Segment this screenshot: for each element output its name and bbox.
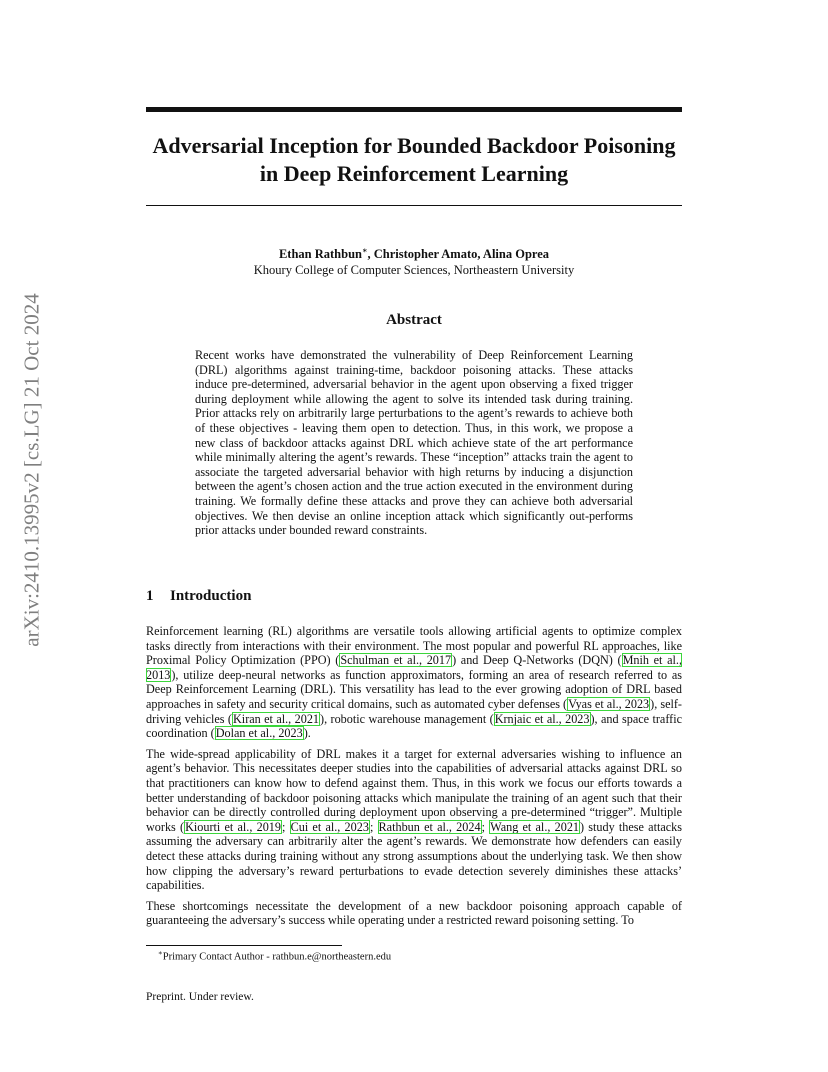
paragraph-3: These shortcomings necessitate the development of a new backdoor poisoning approach capable of guaranteeing the adversary’s success while operating under a restricted reward poisoning setting. To [146, 898, 682, 928]
text-run: ), self-driving vehicles ( [146, 696, 682, 726]
footnote-mark: ∗ [158, 949, 163, 957]
introduction-body [146, 624, 682, 934]
title-bottom-rule [146, 205, 682, 206]
text-run: ; [481, 819, 490, 834]
text-run: ), and space traffic coordination ( [146, 711, 683, 741]
citation-link[interactable]: Krnjaic et al., 2023 [494, 711, 590, 726]
footnote [158, 949, 391, 963]
affiliation: Khoury College of Computer Sciences, Northeastern University [253, 263, 575, 278]
text-run: ; [369, 819, 378, 834]
citation-link[interactable]: Cui et al., 2023 [290, 819, 369, 834]
citation-link[interactable]: Kiourti et al., 2019 [185, 819, 281, 834]
text-run: ). [303, 726, 311, 741]
citation-link[interactable]: Wang et al., 2021 [490, 819, 580, 834]
preprint-notice: Preprint. Under review. [146, 991, 254, 1003]
arxiv-sidebar [10, 292, 54, 648]
citation-link[interactable]: Vyas et al., 2023 [568, 696, 650, 711]
abstract-text: Recent works have demonstrated the vulnerability of Deep Reinforcement Learning (DRL) algorithms against training-time, backdoor poisoning attacks. These attacks induce pre-determined, adversarial behavior in the agent upon observing a fixed trigger during deployment while allowing the agent to solve its intended task during training. Prior attacks rely on arbitrarily large perturbations to the agent’s rewards to achieve both of these objectives - leaving them open to detection. Thus, in this work, we propose a new class of backdoor attacks against DRL which achieve state of the art performance while minimally altering the agent’s rewards. These “inception” attacks train the agent to associate the targeted adversarial behavior with high returns by inducing a disjunction between the agent’s chosen action and the true action executed in the environment during training. We formally define these attacks and prove they can achieve both adversarial objectives. We then devise an online inception attack which significantly out-performs prior attacks under bounded reward constraints. [195, 348, 633, 538]
citation-link[interactable]: Rathbun et al., 2024 [378, 819, 481, 834]
first-author: Ethan Rathbun [278, 247, 362, 262]
section-title: Introduction [170, 588, 252, 604]
author-footnote-mark: ∗ [362, 246, 368, 255]
paper-title: Adversarial Inception for Bounded Backdoor Poisoning in Deep Reinforcement Learning [152, 133, 676, 186]
text-run: Reinforcement learning (RL) algorithms are versatile tools allowing artificial agents to optimize complex tasks directly from interactions with their environment. The most popular and powerful RL approaches, like Proximal Policy Optimization (PPO) ( [146, 624, 682, 668]
text-run: ; [282, 819, 290, 834]
section-heading [146, 588, 251, 605]
arxiv-identifier: arXiv:2410.13995v2 [cs.LG] 21 Oct 2024 [19, 293, 44, 647]
text-run: ), utilize deep-neural networks as function approximators, forming an area of research referred to as Deep Reinforcement Learning (DRL). This versatility has lead to the ever growing adoption of DRL based approaches in safety and security critical domains, such as automated cyber defenses ( [146, 667, 682, 711]
text-run: ) study these attacks assuming the adversary can arbitrarily alter the agent’s rewards. We demonstrate how defenders can easily detect these attacks during training without any strong assumptions about the underlying task. We then show how clipping the adversary’s reward perturbations to evade detection severely diminishes these attacks’ capabilities. [146, 819, 683, 893]
text-run: ) and Deep Q-Networks (DQN) ( [452, 653, 622, 668]
section-number: 1 [146, 588, 154, 604]
citation-link[interactable]: Kiran et al., 2021 [233, 711, 320, 726]
title-top-rule [146, 107, 682, 112]
paragraph-1 [146, 624, 682, 741]
other-authors: , Christopher Amato, Alina Oprea [367, 247, 550, 262]
abstract-heading: Abstract [386, 312, 442, 328]
citation-link[interactable]: Schulman et al., 2017 [340, 653, 452, 668]
text-run: The wide-spread applicability of DRL makes it a target for external adversaries wishing to influence an agent’s behavior. This necessitates deeper studies into the capabilities of adversarial attacks against DRL so that practitioners can know how to defend against them. Thus, in this work we focus our efforts towards a better understanding of backdoor poisoning attacks which manipulate the training of an agent such that their behavior can be directly controlled during deployment upon observing a pre-determined “trigger”. Multiple works ( [146, 746, 682, 834]
footnote-rule [146, 945, 342, 946]
paragraph-2 [146, 747, 682, 893]
citation-link[interactable]: Mnih et al., 2013 [146, 653, 682, 682]
author-names [146, 243, 682, 262]
author-block [146, 243, 682, 278]
citation-link[interactable]: Dolan et al., 2023 [215, 726, 303, 741]
footnote-text: Primary Contact Author - rathbun.e@northeastern.edu [162, 951, 392, 963]
text-run: ), robotic warehouse management ( [320, 711, 494, 726]
